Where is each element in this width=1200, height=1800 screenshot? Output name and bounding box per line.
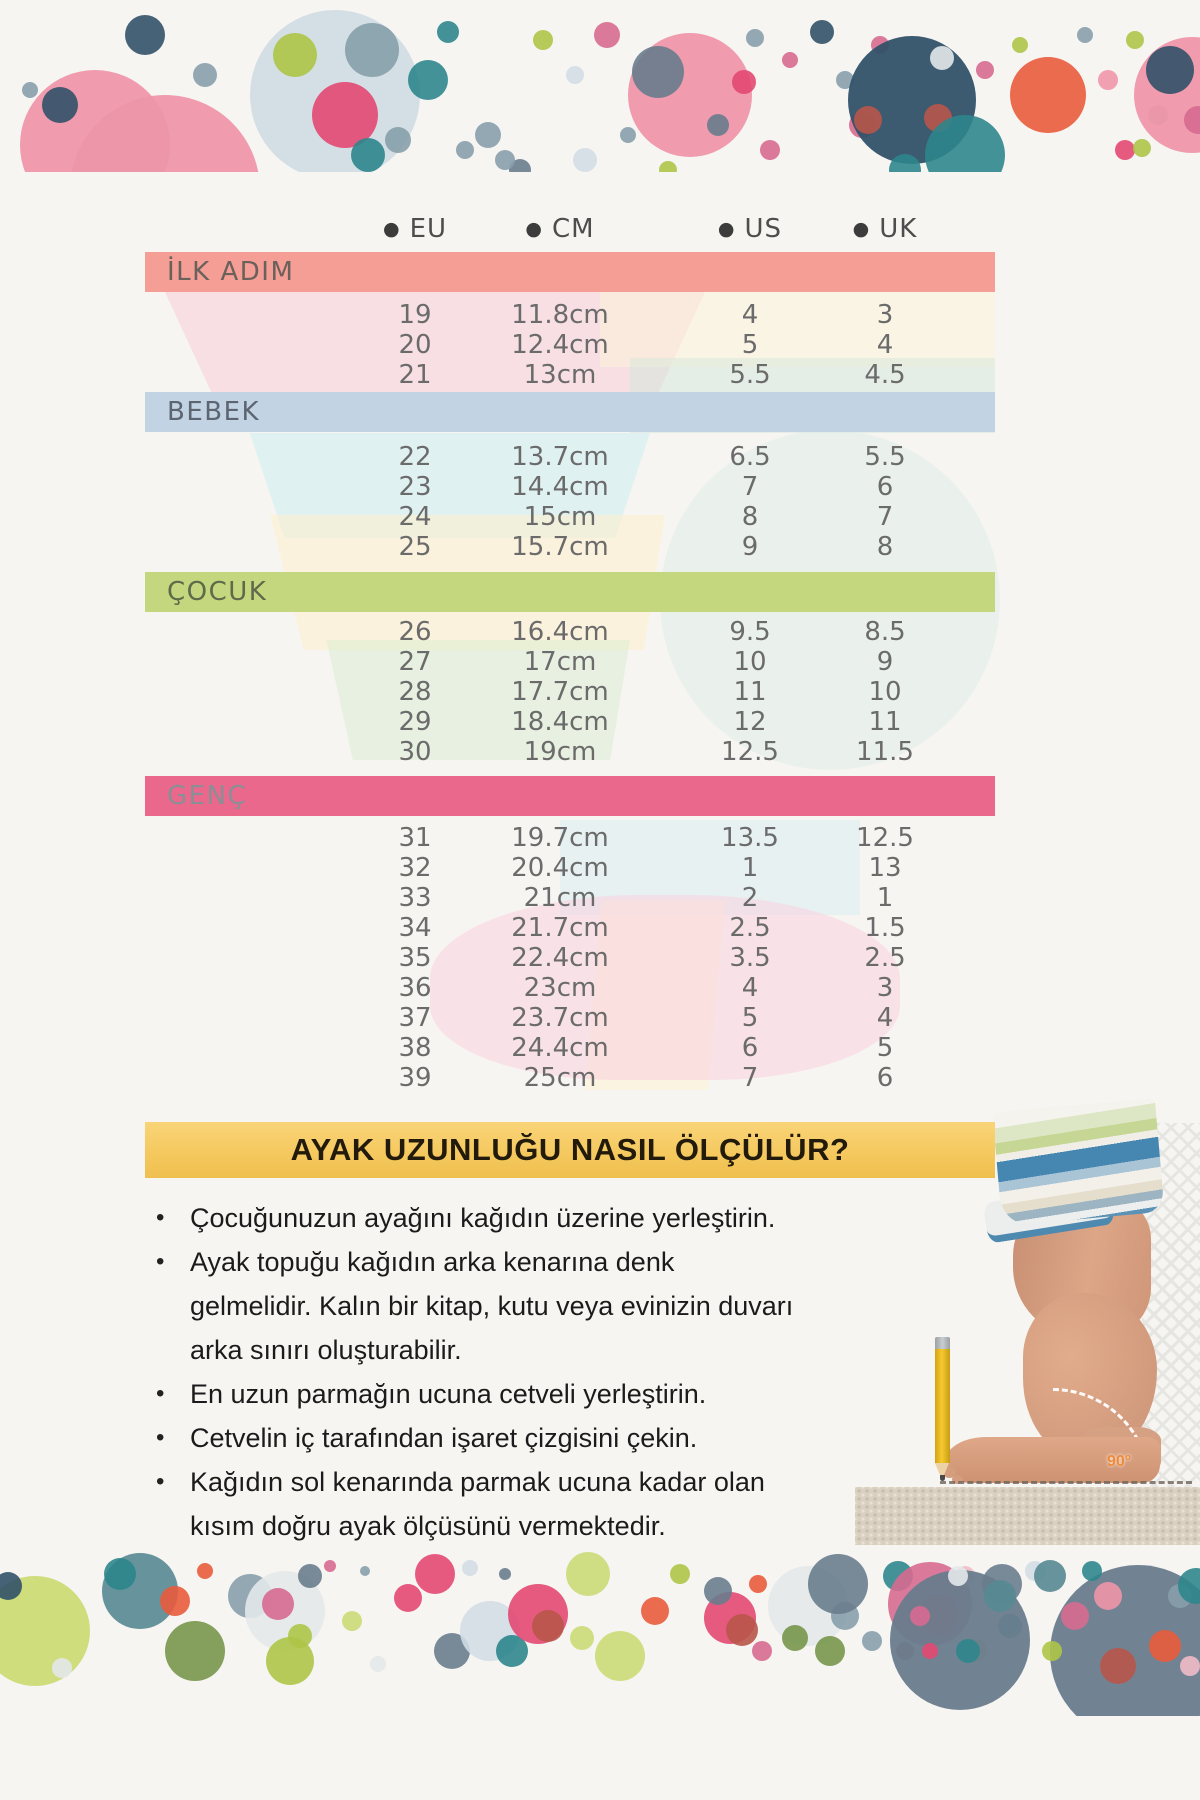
bullet-item: • Cetvelin iç tarafından işaret çizgisini çekin.	[152, 1416, 800, 1460]
cell-us: 4	[741, 300, 759, 330]
column-header-eu: ● EU	[382, 214, 448, 244]
cell-uk: 4	[876, 330, 894, 360]
cell-eu: 25	[398, 532, 432, 562]
cell-us: 2	[741, 883, 759, 913]
cell-cm: 13.7cm	[511, 442, 609, 472]
cell-eu: 27	[398, 647, 432, 677]
bullet-item: • En uzun parmağın ucuna cetveli yerleştirin.	[152, 1372, 800, 1416]
table-row	[0, 677, 1200, 707]
angle-label: 90°	[1107, 1453, 1132, 1470]
cell-uk: 1.5	[864, 913, 906, 943]
cell-eu: 32	[398, 853, 432, 883]
cell-us: 2.5	[729, 913, 771, 943]
table-row	[0, 617, 1200, 647]
cell-uk: 2.5	[864, 943, 906, 973]
cell-us: 7	[741, 472, 759, 502]
cell-uk: 13	[868, 853, 902, 883]
table-row	[0, 300, 1200, 330]
section-label-cocuk: ÇOCUK	[167, 577, 268, 607]
cell-us: 9	[741, 532, 759, 562]
cell-eu: 37	[398, 1003, 432, 1033]
dots-band-bottom	[0, 1550, 1200, 1716]
pencil-icon	[935, 1349, 950, 1463]
cell-eu: 29	[398, 707, 432, 737]
cell-us: 10	[733, 647, 767, 677]
column-header-us: ● US	[717, 214, 783, 244]
table-row	[0, 442, 1200, 472]
table-row	[0, 853, 1200, 883]
cell-cm: 19cm	[523, 737, 597, 767]
cell-cm: 14.4cm	[511, 472, 609, 502]
cell-uk: 1	[876, 883, 894, 913]
cell-eu: 39	[398, 1063, 432, 1093]
section-rows-cocuk	[0, 617, 1200, 767]
cell-us: 11	[733, 677, 767, 707]
cell-us: 5	[741, 330, 759, 360]
cell-eu: 23	[398, 472, 432, 502]
table-row	[0, 823, 1200, 853]
section-banner-genc	[145, 776, 995, 816]
cell-us: 12	[733, 707, 767, 737]
cell-uk: 9	[876, 647, 894, 677]
table-row	[0, 330, 1200, 360]
dots-band-top	[0, 0, 1200, 172]
cell-uk: 7	[876, 502, 894, 532]
cell-us: 4	[741, 973, 759, 1003]
cell-cm: 15cm	[523, 502, 597, 532]
bullet-item: • Ayak topuğu kağıdın arka kenarına denk gelmelidir. Kalın bir kitap, kutu veya evinizin duvarı arka sınırı oluşturabilir.	[152, 1240, 800, 1372]
cell-uk: 4	[876, 1003, 894, 1033]
floor-dashed-line	[940, 1481, 1192, 1484]
cell-us: 8	[741, 502, 759, 532]
howto-title: AYAK UZUNLUĞU NASIL ÖLÇÜLÜR?	[290, 1132, 850, 1167]
table-row	[0, 647, 1200, 677]
column-header-cm: ● CM	[525, 214, 595, 244]
cell-us: 5.5	[729, 360, 771, 390]
cell-uk: 5	[876, 1033, 894, 1063]
cell-eu: 28	[398, 677, 432, 707]
cell-uk: 10	[868, 677, 902, 707]
cell-uk: 8.5	[864, 617, 906, 647]
cell-us: 12.5	[721, 737, 779, 767]
cell-eu: 26	[398, 617, 432, 647]
cell-uk: 11.5	[856, 737, 914, 767]
cell-cm: 17.7cm	[511, 677, 609, 707]
cell-us: 6.5	[729, 442, 771, 472]
cell-eu: 33	[398, 883, 432, 913]
table-row	[0, 1033, 1200, 1063]
bullet-item: • Çocuğunuzun ayağını kağıdın üzerine yerleştirin.	[152, 1196, 800, 1240]
bullet-dot-icon: ●	[382, 218, 401, 240]
table-row	[0, 883, 1200, 913]
cell-eu: 22	[398, 442, 432, 472]
cell-cm: 17cm	[523, 647, 597, 677]
section-banner-bebek	[145, 392, 995, 432]
table-row	[0, 913, 1200, 943]
dots-pattern	[0, 0, 1200, 172]
cell-eu: 30	[398, 737, 432, 767]
cell-cm: 18.4cm	[511, 707, 609, 737]
table-row	[0, 943, 1200, 973]
bullet-dot-icon: ●	[852, 218, 871, 240]
cell-eu: 20	[398, 330, 432, 360]
cell-us: 13.5	[721, 823, 779, 853]
cell-eu: 19	[398, 300, 432, 330]
carpet	[855, 1487, 1200, 1545]
column-header-uk: ● UK	[852, 214, 918, 244]
cell-eu: 34	[398, 913, 432, 943]
cell-uk: 3	[876, 300, 894, 330]
bullet-item: • Kağıdın sol kenarında parmak ucuna kadar olan kısım doğru ayak ölçüsünü vermektedir.	[152, 1460, 800, 1548]
cell-eu: 36	[398, 973, 432, 1003]
section-rows-bebek	[0, 442, 1200, 562]
cell-uk: 5.5	[864, 442, 906, 472]
dots-pattern	[0, 1550, 1200, 1716]
cell-uk: 8	[876, 532, 894, 562]
cell-us: 7	[741, 1063, 759, 1093]
table-row	[0, 1003, 1200, 1033]
bullet-dot-icon: ●	[525, 218, 543, 240]
cell-cm: 16.4cm	[511, 617, 609, 647]
cell-eu: 31	[398, 823, 432, 853]
pencil-icon	[940, 1475, 945, 1481]
cell-uk: 12.5	[856, 823, 914, 853]
cell-cm: 21cm	[523, 883, 597, 913]
table-row	[0, 973, 1200, 1003]
bullet-dot-icon: ●	[717, 218, 736, 240]
cell-cm: 19.7cm	[511, 823, 609, 853]
cell-eu: 35	[398, 943, 432, 973]
cell-cm: 13cm	[523, 360, 597, 390]
cell-uk: 6	[876, 472, 894, 502]
cell-cm: 20.4cm	[511, 853, 609, 883]
section-label-bebek: BEBEK	[167, 397, 261, 427]
cell-cm: 22.4cm	[511, 943, 609, 973]
table-row	[0, 737, 1200, 767]
cell-cm: 12.4cm	[511, 330, 609, 360]
cell-cm: 11.8cm	[511, 300, 609, 330]
cell-us: 6	[741, 1033, 759, 1063]
cell-uk: 3	[876, 973, 894, 1003]
cell-eu: 24	[398, 502, 432, 532]
cell-uk: 11	[868, 707, 902, 737]
table-row	[0, 502, 1200, 532]
cell-eu: 21	[398, 360, 432, 390]
howto-bullet-list	[152, 1196, 800, 1548]
howto-title-banner	[145, 1122, 995, 1178]
cell-eu: 38	[398, 1033, 432, 1063]
cell-cm: 21.7cm	[511, 913, 609, 943]
cell-cm: 24.4cm	[511, 1033, 609, 1063]
table-row	[0, 360, 1200, 390]
cell-uk: 4.5	[864, 360, 906, 390]
cell-cm: 23cm	[523, 973, 597, 1003]
cell-cm: 15.7cm	[511, 532, 609, 562]
section-banner-cocuk	[145, 572, 995, 612]
table-row	[0, 707, 1200, 737]
section-banner-ilk-adim	[145, 252, 995, 292]
cell-us: 3.5	[729, 943, 771, 973]
table-row	[0, 532, 1200, 562]
cell-us: 9.5	[729, 617, 771, 647]
cell-us: 1	[741, 853, 759, 883]
section-rows-genc	[0, 823, 1200, 1093]
section-label-ilk-adim: İLK ADIM	[167, 257, 295, 287]
cell-cm: 25cm	[523, 1063, 597, 1093]
cell-us: 5	[741, 1003, 759, 1033]
section-rows-ilk-adim	[0, 300, 1200, 390]
cell-cm: 23.7cm	[511, 1003, 609, 1033]
section-label-genc: GENÇ	[167, 781, 248, 811]
cell-uk: 6	[876, 1063, 894, 1093]
table-row	[0, 472, 1200, 502]
striped-shorts	[992, 1098, 1164, 1226]
